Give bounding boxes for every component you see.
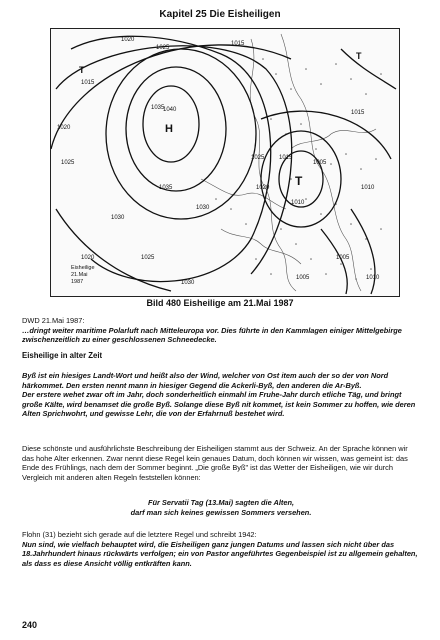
low-pressure-marker: T bbox=[295, 174, 303, 188]
rule-line-1: Für Servatii Tag (13.Mai) sagten die Alten, bbox=[147, 498, 295, 507]
isobar-label: 1020 bbox=[121, 37, 135, 43]
isobar-label: 1010 bbox=[291, 200, 305, 206]
weather-map bbox=[50, 28, 400, 297]
low-pressure-marker-west: T bbox=[79, 65, 85, 75]
rule-line-2: darf man sich keines gewissen Sommers versehen. bbox=[130, 507, 312, 517]
inset-line: 21.Mai bbox=[71, 272, 88, 278]
page-number: 240 bbox=[22, 620, 38, 630]
isobar-label: 1035 bbox=[151, 105, 165, 111]
isobar-label: 1015 bbox=[231, 41, 245, 47]
quote-1: Byß ist ein hiesiges Landt-Wort und heißt also der Wind, welcher von Ost item auch der so der von Nord härkommet. Den ersten nennt mann in hiesiger Gegend die Ackerli-Byß, den anderen die Ar-Byß. bbox=[22, 371, 389, 390]
isobar-label: 1020 bbox=[81, 255, 95, 261]
weather-map-svg bbox=[51, 29, 399, 296]
isobar-label: 1040 bbox=[163, 107, 177, 113]
isobar-label: 1015 bbox=[351, 110, 365, 116]
figure-caption: Bild 480 Eisheilige am 21.Mai 1987 bbox=[146, 298, 294, 308]
paragraph-1: Diese schönste und ausführlichste Beschreibung der Eisheiligen stammt aus der Schweiz. An der Sprache können wir das hohe Alter erkennen. Zwar nennt diese Regel kein genaues Datum, doch können wir wissen, was gemeint ist: das Ende des Frühlings, nach dem der Sommer beginnt. „Die große Byß" ist das Wetter der Eisheiligen, wie wir durch Vergleich mit anderen alten Regeln feststellen können: bbox=[22, 444, 408, 482]
coastlines bbox=[201, 34, 376, 291]
isobar-label: 1025 bbox=[156, 45, 170, 51]
low-pressure-marker-ne: T bbox=[356, 51, 362, 61]
isobar-label: 1025 bbox=[251, 155, 265, 161]
quote-2: Der erstere wehet zwar oft im Jahr, doch sonderheitlich einmahl im Fruhe-Jahr durch etliche Täg, und bringt große Kälte, wird benamset die große Byß. Solange diese Byß nit kommet, ist kein Sommer zu hoffen, wie deren Alten Sprichwohrt, und gewisse Lehr, die von der Erfahrnuß bestehet wird. bbox=[22, 390, 416, 419]
isobar-label: 1010 bbox=[366, 275, 380, 281]
paragraph-2 bbox=[22, 530, 420, 568]
paragraph-2-quote: Nun sind, wie vielfach behauptet wird, die Eisheiligen ganz jungen Datums und lassen sich nicht über das 18.Jahrhundert hinaus rückwärts verfolgen; ein von Pastor angeführtes Gegenbeispiel ist zu allgemein gehalten, als dass es diese Ansicht völlig entkräften kann. bbox=[22, 539, 418, 568]
isobar-label: 1030 bbox=[111, 215, 125, 221]
quote-block bbox=[22, 371, 420, 419]
dwd-block bbox=[22, 316, 420, 345]
isobar-label: 1015 bbox=[279, 155, 293, 161]
paragraph-2-intro: Flohn (31) bezieht sich gerade auf die letztere Regel und schreibt 1942: bbox=[22, 530, 257, 539]
isobar-label: 1025 bbox=[141, 255, 155, 261]
high-pressure-marker: H bbox=[165, 123, 173, 135]
dwd-text: …dringt weiter maritime Polarluft nach Mitteleuropa vor. Dies führte in den Kammlagen einiger Mittelgebirge zwischenzeitlich zu einer geschlossenen Schneedecke. bbox=[22, 325, 402, 345]
section-heading: Eisheilige in alter Zeit bbox=[22, 351, 103, 360]
isobar-label: 1020 bbox=[57, 125, 71, 131]
isobar-label: 1015 bbox=[81, 80, 95, 86]
isobar-label: 1035 bbox=[159, 185, 173, 191]
isobar-label: 1030 bbox=[196, 205, 210, 211]
isobar-label: 1025 bbox=[61, 160, 75, 166]
isobar-label: 1005 bbox=[336, 255, 350, 261]
inset-line: Eisheilige bbox=[71, 265, 95, 271]
rule-block bbox=[22, 498, 420, 517]
isobar-label: 1005 bbox=[313, 160, 327, 166]
isobar-label: 1005 bbox=[296, 275, 310, 281]
map-inset-label bbox=[71, 265, 95, 285]
land-texture bbox=[215, 58, 382, 280]
chapter-title: Kapitel 25 Die Eisheiligen bbox=[159, 9, 281, 20]
isobar-label: 1010 bbox=[361, 185, 375, 191]
inset-line: 1987 bbox=[71, 279, 84, 285]
isobar-label: 1020 bbox=[256, 185, 270, 191]
dwd-date: DWD 21.Mai 1987: bbox=[22, 316, 85, 325]
isobar-label: 1030 bbox=[181, 280, 195, 286]
